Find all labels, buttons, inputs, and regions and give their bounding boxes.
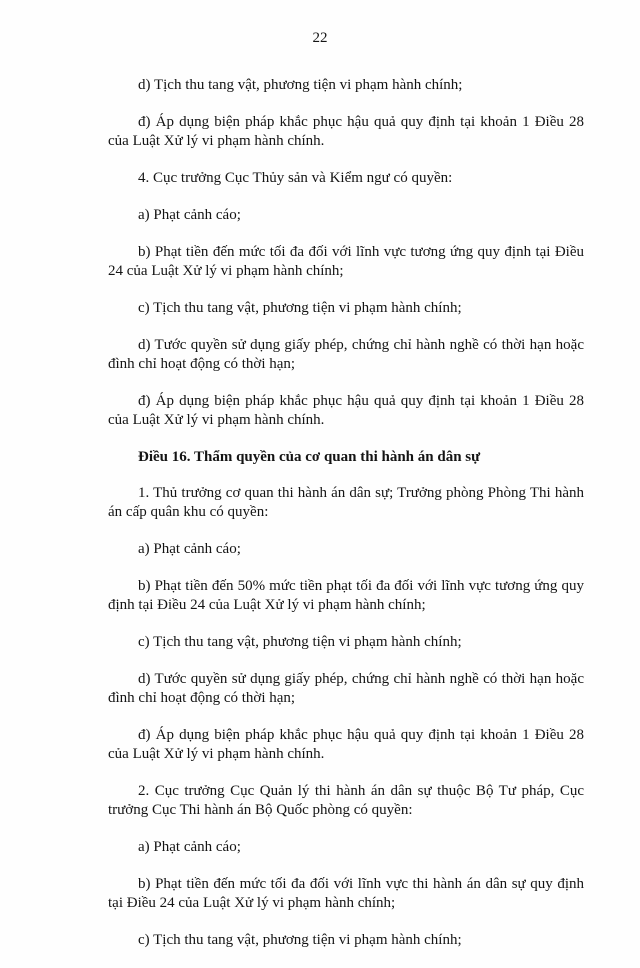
paragraph: c) Tịch thu tang vật, phương tiện vi phạm hành chính;	[138, 932, 462, 948]
article-heading: Điều 16. Thẩm quyền của cơ quan thi hành án dân sự	[138, 449, 481, 465]
paragraph: a) Phạt cảnh cáo;	[138, 839, 241, 855]
paragraph: b) Phạt tiền đến mức tối đa đối với lĩnh vực thi hành án dân sự quy định tại Điều 24 của Luật Xử lý vi phạm hành chính;	[108, 876, 584, 911]
paragraph: a) Phạt cảnh cáo;	[138, 207, 241, 223]
paragraph: c) Tịch thu tang vật, phương tiện vi phạm hành chính;	[138, 300, 462, 316]
paragraph: đ) Áp dụng biện pháp khắc phục hậu quả quy định tại khoản 1 Điều 28 của Luật Xử lý vi phạm hành chính.	[108, 114, 584, 149]
paragraph: d) Tịch thu tang vật, phương tiện vi phạm hành chính;	[138, 77, 463, 93]
paragraph: d) Tước quyền sử dụng giấy phép, chứng chỉ hành nghề có thời hạn hoặc đình chỉ hoạt động có thời hạn;	[108, 671, 584, 706]
paragraph: a) Phạt cảnh cáo;	[138, 541, 241, 557]
paragraph: đ) Áp dụng biện pháp khắc phục hậu quả quy định tại khoản 1 Điều 28 của Luật Xử lý vi phạm hành chính.	[108, 393, 584, 428]
paragraph: c) Tịch thu tang vật, phương tiện vi phạm hành chính;	[138, 634, 462, 650]
paragraph: d) Tước quyền sử dụng giấy phép, chứng chỉ hành nghề có thời hạn hoặc đình chỉ hoạt động có thời hạn;	[108, 337, 584, 372]
paragraph: 2. Cục trưởng Cục Quản lý thi hành án dân sự thuộc Bộ Tư pháp, Cục trưởng Cục Thi hành án Bộ Quốc phòng có quyền:	[108, 783, 584, 818]
document-body	[108, 76, 584, 968]
paragraph: 4. Cục trưởng Cục Thủy sản và Kiểm ngư có quyền:	[138, 170, 453, 186]
paragraph: b) Phạt tiền đến 50% mức tiền phạt tối đa đối với lĩnh vực tương ứng quy định tại Điều 24 của Luật Xử lý vi phạm hành chính;	[108, 578, 584, 613]
page-number: 22	[312, 30, 328, 46]
paragraph: 1. Thủ trưởng cơ quan thi hành án dân sự; Trưởng phòng Phòng Thi hành án cấp quân khu có quyền:	[108, 485, 584, 520]
paragraph: b) Phạt tiền đến mức tối đa đối với lĩnh vực tương ứng quy định tại Điều 24 của Luật Xử lý vi phạm hành chính;	[108, 244, 584, 279]
paragraph: đ) Áp dụng biện pháp khắc phục hậu quả quy định tại khoản 1 Điều 28 của Luật Xử lý vi phạm hành chính.	[108, 727, 584, 762]
